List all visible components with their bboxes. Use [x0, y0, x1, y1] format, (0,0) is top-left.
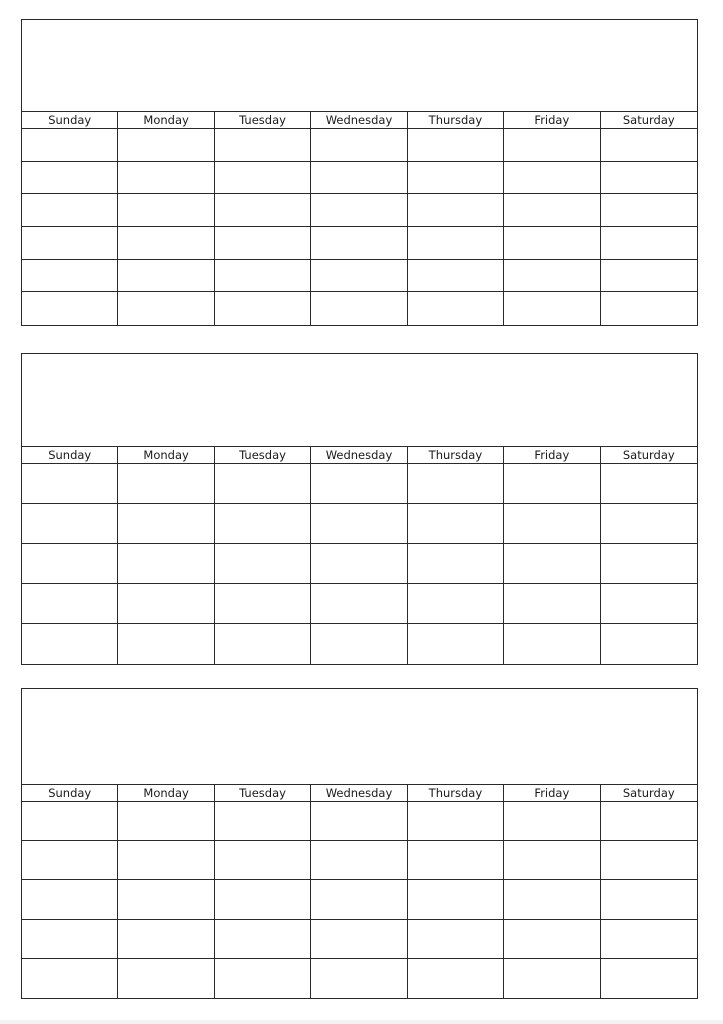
weekday-monday: Monday — [118, 785, 214, 801]
day-cell — [118, 260, 214, 293]
day-cell — [601, 162, 697, 195]
day-cell — [118, 227, 214, 260]
day-cell — [215, 162, 311, 195]
day-cell — [215, 584, 311, 624]
day-cell — [215, 504, 311, 544]
day-cell — [601, 841, 697, 880]
day-cell — [601, 194, 697, 227]
day-cell — [215, 292, 311, 325]
day-cell — [118, 624, 214, 664]
day-cell — [408, 584, 504, 624]
day-cell — [22, 292, 118, 325]
day-cell — [504, 920, 600, 959]
day-cell — [22, 464, 118, 504]
day-cell — [215, 129, 311, 162]
day-grid — [22, 464, 697, 664]
day-cell — [601, 129, 697, 162]
day-cell — [22, 129, 118, 162]
day-cell — [118, 292, 214, 325]
day-cell — [311, 920, 407, 959]
day-cell — [504, 841, 600, 880]
day-cell — [22, 260, 118, 293]
day-cell — [311, 504, 407, 544]
day-cell — [601, 624, 697, 664]
day-cell — [311, 584, 407, 624]
day-cell — [601, 584, 697, 624]
day-cell — [118, 880, 214, 919]
day-cell — [215, 544, 311, 584]
weekday-thursday: Thursday — [408, 112, 504, 128]
day-cell — [504, 880, 600, 919]
day-cell — [408, 959, 504, 998]
day-cell — [118, 841, 214, 880]
day-cell — [22, 841, 118, 880]
day-cell — [215, 802, 311, 841]
day-cell — [504, 260, 600, 293]
day-cell — [22, 584, 118, 624]
day-cell — [118, 802, 214, 841]
weekday-header-row — [22, 112, 697, 129]
day-cell — [215, 227, 311, 260]
day-cell — [504, 959, 600, 998]
weekday-thursday: Thursday — [408, 447, 504, 463]
day-cell — [22, 920, 118, 959]
weekday-saturday: Saturday — [622, 113, 675, 127]
day-cell — [601, 504, 697, 544]
day-cell — [118, 504, 214, 544]
day-cell — [311, 227, 407, 260]
day-cell — [504, 802, 600, 841]
weekday-saturday: Saturday — [622, 786, 675, 800]
day-cell — [22, 194, 118, 227]
day-cell — [22, 227, 118, 260]
weekday-wednesday: Wednesday — [311, 447, 407, 463]
month-title-area — [22, 689, 697, 785]
day-cell — [601, 802, 697, 841]
weekday-tuesday: Tuesday — [215, 112, 311, 128]
day-cell — [118, 920, 214, 959]
weekday-friday: Friday — [504, 112, 600, 128]
day-cell — [311, 292, 407, 325]
day-cell — [408, 227, 504, 260]
day-cell — [22, 802, 118, 841]
month-title-area — [22, 354, 697, 447]
weekday-friday: Friday — [504, 447, 600, 463]
weekday-sunday: Sunday — [22, 112, 118, 128]
weekday-wednesday: Wednesday — [311, 112, 407, 128]
day-cell — [311, 129, 407, 162]
day-cell — [118, 162, 214, 195]
weekday-monday: Monday — [118, 112, 214, 128]
day-cell — [311, 959, 407, 998]
calendar-month-1 — [21, 19, 698, 326]
day-cell — [118, 464, 214, 504]
day-cell — [601, 959, 697, 998]
day-cell — [22, 504, 118, 544]
day-cell — [311, 880, 407, 919]
day-cell — [504, 584, 600, 624]
day-cell — [311, 260, 407, 293]
day-cell — [408, 880, 504, 919]
day-cell — [311, 464, 407, 504]
day-grid — [22, 129, 697, 325]
day-cell — [601, 292, 697, 325]
day-cell — [504, 162, 600, 195]
weekday-sunday: Sunday — [22, 785, 118, 801]
day-cell — [118, 194, 214, 227]
day-cell — [311, 544, 407, 584]
calendar-month-3 — [21, 688, 698, 999]
day-cell — [215, 841, 311, 880]
day-cell — [118, 544, 214, 584]
day-cell — [408, 544, 504, 584]
day-cell — [408, 260, 504, 293]
day-cell — [408, 802, 504, 841]
day-cell — [504, 227, 600, 260]
day-cell — [22, 624, 118, 664]
day-cell — [601, 227, 697, 260]
weekday-header-row — [22, 785, 697, 802]
day-cell — [504, 544, 600, 584]
day-cell — [408, 292, 504, 325]
day-cell — [215, 194, 311, 227]
day-cell — [118, 129, 214, 162]
day-cell — [215, 920, 311, 959]
day-cell — [408, 162, 504, 195]
day-cell — [504, 624, 600, 664]
day-cell — [311, 802, 407, 841]
weekday-saturday: Saturday — [622, 448, 675, 462]
day-cell — [601, 880, 697, 919]
day-cell — [215, 880, 311, 919]
day-cell — [311, 162, 407, 195]
day-cell — [311, 841, 407, 880]
day-cell — [601, 464, 697, 504]
day-cell — [408, 920, 504, 959]
day-cell — [22, 880, 118, 919]
day-cell — [504, 129, 600, 162]
weekday-thursday: Thursday — [408, 785, 504, 801]
day-cell — [215, 959, 311, 998]
weekday-monday: Monday — [118, 447, 214, 463]
day-cell — [22, 959, 118, 998]
day-cell — [22, 544, 118, 584]
day-cell — [504, 464, 600, 504]
day-cell — [215, 624, 311, 664]
weekday-sunday: Sunday — [22, 447, 118, 463]
day-cell — [504, 194, 600, 227]
day-cell — [311, 194, 407, 227]
day-cell — [408, 129, 504, 162]
day-cell — [504, 292, 600, 325]
weekday-tuesday: Tuesday — [215, 785, 311, 801]
day-cell — [408, 841, 504, 880]
day-cell — [215, 260, 311, 293]
day-cell — [22, 162, 118, 195]
weekday-friday: Friday — [504, 785, 600, 801]
day-cell — [601, 260, 697, 293]
weekday-wednesday: Wednesday — [311, 785, 407, 801]
day-cell — [118, 584, 214, 624]
day-cell — [408, 464, 504, 504]
day-cell — [311, 624, 407, 664]
day-cell — [408, 504, 504, 544]
day-cell — [408, 194, 504, 227]
day-cell — [408, 624, 504, 664]
day-cell — [601, 544, 697, 584]
day-cell — [215, 464, 311, 504]
weekday-tuesday: Tuesday — [215, 447, 311, 463]
day-grid — [22, 802, 697, 998]
weekday-header-row — [22, 447, 697, 464]
day-cell — [504, 504, 600, 544]
day-cell — [118, 959, 214, 998]
day-cell — [601, 920, 697, 959]
month-title-area — [22, 20, 697, 112]
calendar-month-2 — [21, 353, 698, 665]
